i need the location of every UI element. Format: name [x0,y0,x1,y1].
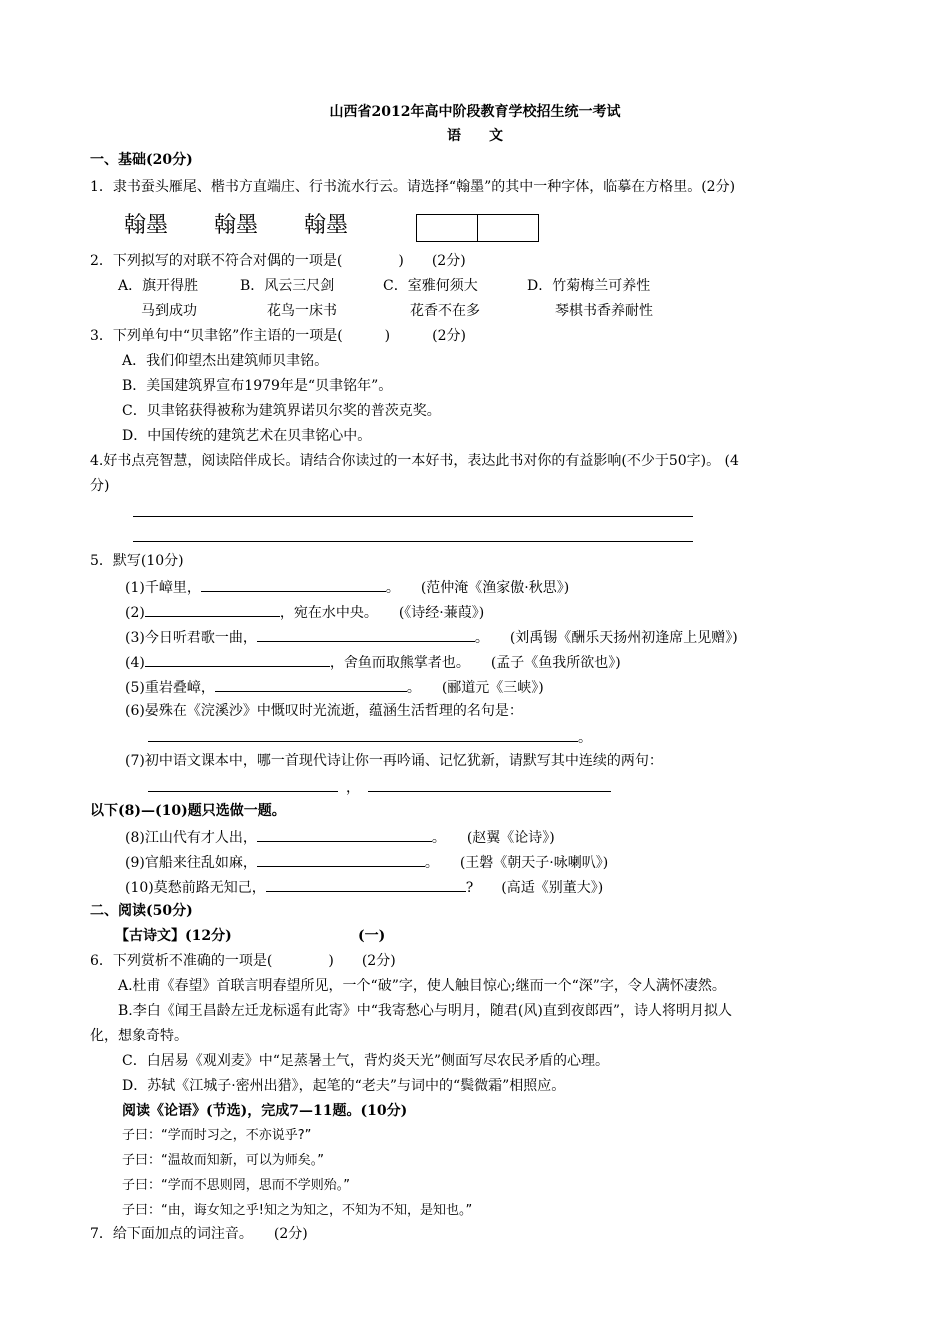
lunyu-line-2: 子曰：“温故而知新，可以为师矣。” [122,1153,324,1168]
q5-item-3: (3)今日听君歌一曲， 。 (刘禹锡《酬乐天扬州初逢席上见赠》) [125,626,738,648]
q5-item-10: (10)莫愁前路无知己， ? (高适《别董大》) [125,876,603,898]
calligraphy-sample-xingshu: 翰墨 [304,213,349,238]
question-1: 1．隶书蚕头雁尾、楷书方直端庄、行书流水行云。请选择“翰墨”的其中一种字体，临摹在方格里。(2分) [90,179,736,195]
question-7: 7．给下面加点的词注音。 (2分) [90,1226,308,1242]
blank[interactable] [257,626,475,642]
blank[interactable] [201,576,386,592]
section-1-heading: 一、基础(20分) [90,152,193,168]
q3-option-c: C．贝聿铭获得被称为建筑界诺贝尔奖的普茨克奖。 [122,403,441,419]
q3-option-d: D．中国传统的建筑艺术在贝聿铭心中。 [122,428,372,444]
blank[interactable] [145,601,280,617]
gushiwen-heading: 【古诗文】(12分) [115,928,232,944]
question-4: 4.好书点亮智慧，阅读陪伴成长。请结合你读过的一本好书，表达此书对你的有益影响(不少于50字)。 (4 [90,453,739,469]
q5-item-7-answer: ， [148,776,611,798]
blank[interactable] [266,876,466,892]
q6-option-b: B.李白《闻王昌龄左迁龙标遥有此寄》中“我寄愁心与明月，随君(风)直到夜郎西”，诗人将明月拟人 [118,1003,732,1019]
blank[interactable] [257,826,432,842]
question-4-cont: 分) [90,478,110,494]
answer-line-2[interactable] [133,541,693,542]
q2-option-a-line2: 马到成功 [141,303,197,319]
lunyu-line-3: 子曰：“学而不思则罔，思而不学则殆。” [122,1178,350,1193]
q2-option-c: C．室雅何须大 [383,278,478,294]
question-2: 2．下列拟写的对联不符合对偶的一项是( ) (2分) [90,253,466,269]
q2-option-d-line2: 琴棋书香养耐性 [555,303,653,319]
q5-item-7: (7)初中语文课本中，哪一首现代诗让你一再吟诵、记忆犹新，请默写其中连续的两句： [125,753,663,769]
exam-title: 山西省2012年高中阶段教育学校招生统一考试 [329,104,621,120]
lunyu-line-4: 子曰：“由，诲女知之乎!知之为知之，不知为不知，是知也。” [122,1203,473,1218]
lunyu-heading: 阅读《论语》(节选)，完成7—11题。(10分) [122,1103,408,1119]
section-2-heading: 二、阅读(50分) [90,903,193,919]
calligraphy-sample-lishu: 翰墨 [124,213,169,238]
q3-option-a: A．我们仰望杰出建筑师贝聿铭。 [122,353,329,369]
q6-option-b-cont: 化，想象奇特。 [90,1028,188,1044]
q6-option-d: D．苏轼《江城子·密州出猎》，起笔的“老夫”与词中的“鬓微霜”相照应。 [122,1078,566,1094]
q2-option-b: B．风云三尺剑 [240,278,335,294]
blank[interactable] [257,851,425,867]
q2-option-a: A．旗开得胜 [118,278,199,294]
q3-option-b: B．美国建筑界宣布1979年是“贝聿铭年”。 [122,378,393,394]
calligraphy-sample-kaishu: 翰墨 [214,213,259,238]
q5-item-4: (4) ，舍鱼而取熊掌者也。 (孟子《鱼我所欲也》) [125,651,621,673]
question-6: 6．下列赏析不准确的一项是( ) (2分) [90,953,396,969]
q5-item-6: (6)晏殊在《浣溪沙》中慨叹时光流逝，蕴涵生活哲理的名句是： [125,703,523,719]
part-1-heading: (一) [358,928,386,944]
q5-item-6-answer: 。 [148,726,592,748]
q6-option-c: C．白居易《观刈麦》中“足蒸暑土气，背灼炎天光”侧面写尽农民矛盾的心理。 [122,1053,610,1069]
q6-option-a: A.杜甫《春望》首联言明春望所见，一个“破”字，使人触目惊心;继而一个“深”字，令人满怀凄然。 [118,978,726,994]
writing-box-2[interactable] [477,214,539,242]
q5-item-9: (9)官船来往乱如麻， 。 (王磐《朝天子·咏喇叭》) [125,851,608,873]
lunyu-line-1: 子曰：“学而时习之，不亦说乎?” [122,1128,312,1143]
blank[interactable] [148,776,338,792]
q2-option-d: D．竹菊梅兰可养性 [527,278,651,294]
blank[interactable] [215,676,407,692]
blank[interactable] [148,726,578,742]
blank[interactable] [368,776,611,792]
question-3: 3．下列单句中“贝聿铭”作主语的一项是( ) (2分) [90,328,466,344]
q5-item-5: (5)重岩叠嶂， 。 (郦道元《三峡》) [125,676,544,698]
q2-option-c-line2: 花香不在多 [410,303,480,319]
choose-one-note: 以下(8)—(10)题只选做一题。 [90,803,286,819]
q5-item-1: (1)千嶂里， 。 (范仲淹《渔家傲·秋思》) [125,576,569,598]
question-5: 5．默写(10分) [90,553,184,569]
q2-option-b-line2: 花鸟一床书 [267,303,337,319]
answer-line-1[interactable] [133,516,693,517]
exam-subject: 语 文 [447,128,503,144]
writing-box-1[interactable] [416,214,478,242]
blank[interactable] [145,651,330,667]
q5-item-2: (2) ，宛在水中央。 (《诗经·蒹葭》) [125,601,484,623]
q5-item-8: (8)江山代有才人出， 。 (赵翼《论诗》) [125,826,555,848]
